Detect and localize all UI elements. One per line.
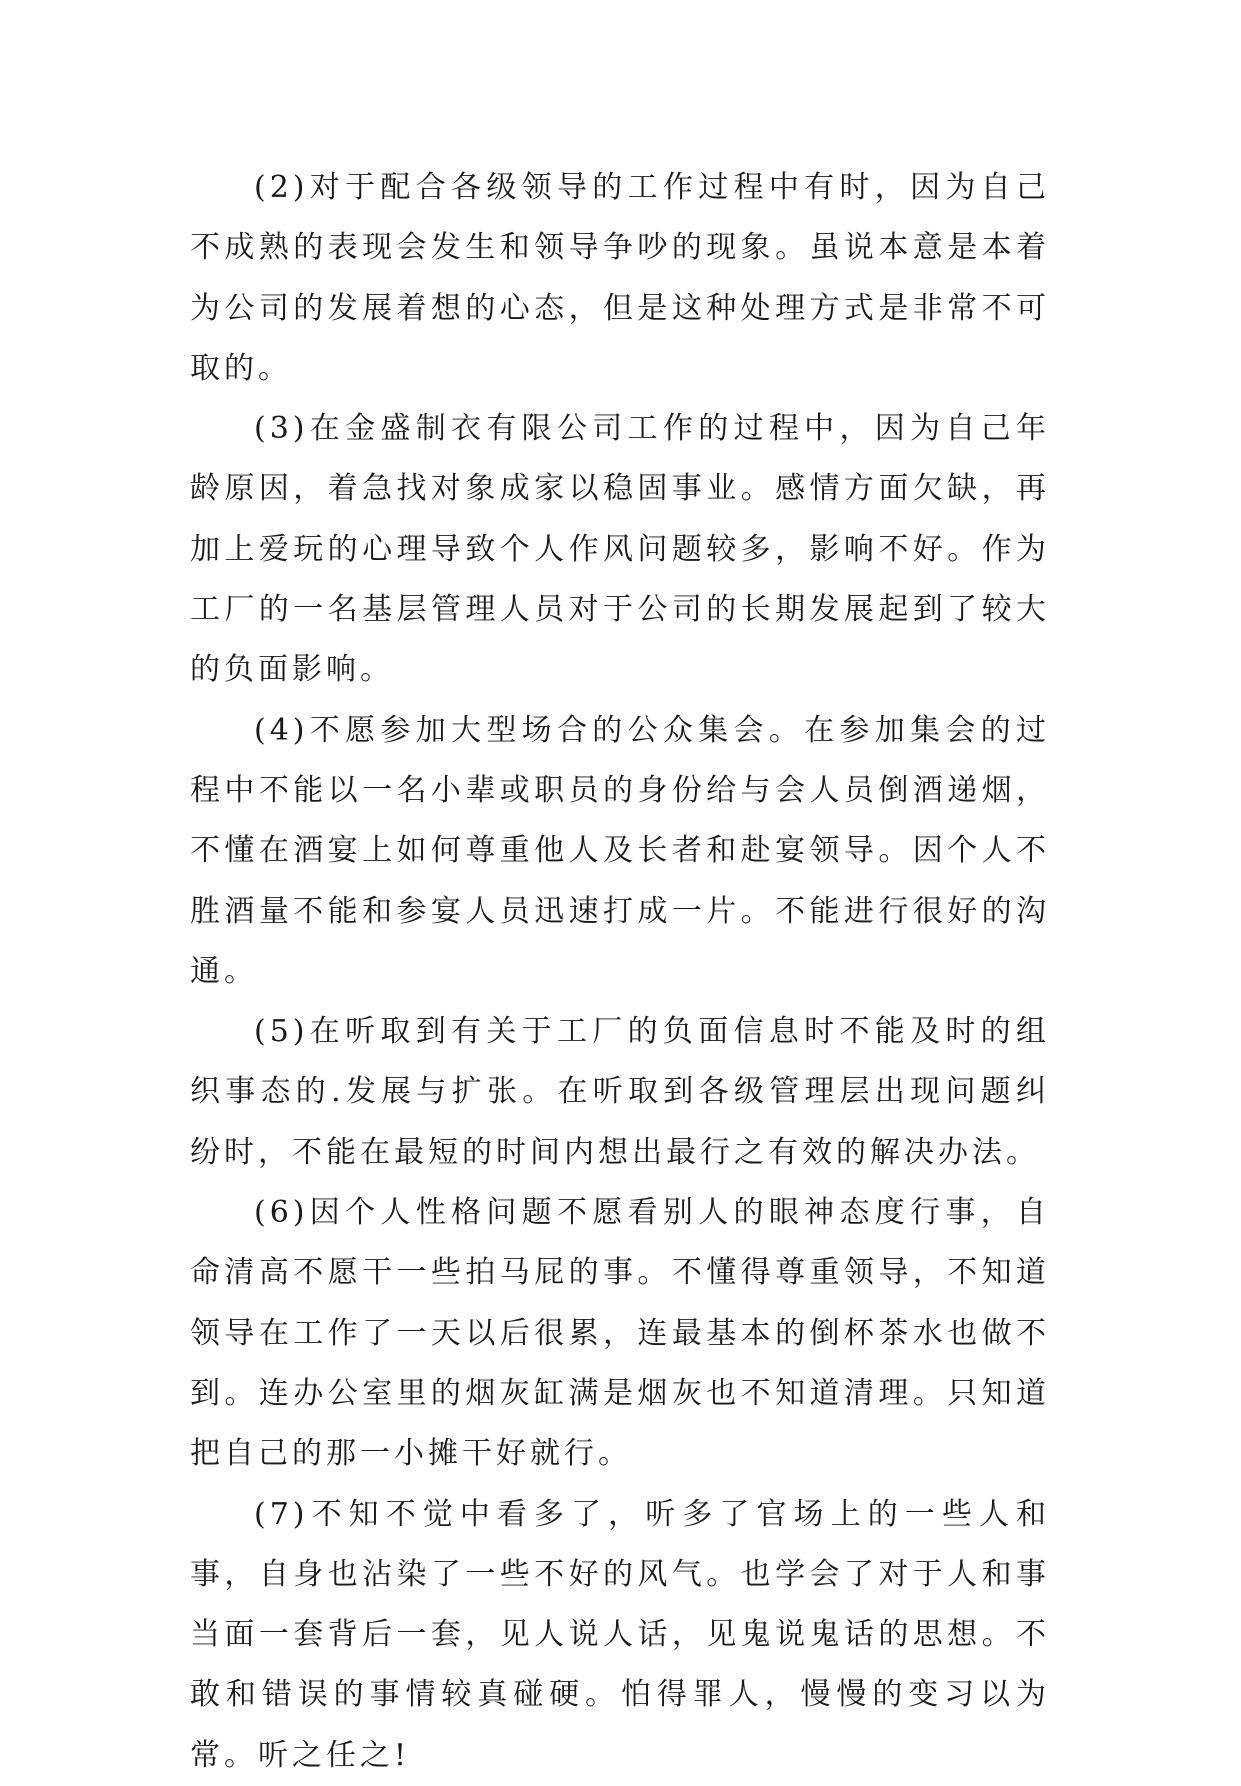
- paragraph-item-3: (3)在金盛制衣有限公司工作的过程中，因为自己年龄原因，着急找对象成家以稳固事业。感情方面欠缺，再加上爱玩的心理导致个人作风问题较多，影响不好。作为工厂的一名基层管理人员对于公司的长期发展起到了较大的负面影响。: [190, 411, 1050, 688]
- paragraph-item-5: (5)在听取到有关于工厂的负面信息时不能及时的组织事态的.发展与扩张。在听取到各级管理层出现问题纠纷时，不能在最短的时间内想出最行之有效的解决办法。: [190, 1014, 1050, 1170]
- paragraph-item-6: (6)因个人性格问题不愿看别人的眼神态度行事，自命清高不愿干一些拍马屁的事。不懂得尊重领导，不知道领导在工作了一天以后很累，连最基本的倒杯茶水也做不到。连办公室里的烟灰缸满是烟灰也不知道清理。只知道把自己的那一小摊干好就行。: [190, 1195, 1050, 1472]
- paragraph-item-7: (7)不知不觉中看多了，听多了官场上的一些人和事，自身也沾染了一些不好的风气。也学会了对于人和事当面一套背后一套，见人说人话，见鬼说鬼话的思想。不敢和错误的事情较真碰硬。怕得罪人，慢慢的变习以为常。听之任之!: [190, 1496, 1050, 1773]
- document-body: [190, 158, 1050, 1786]
- paragraph-item-2: (2)对于配合各级领导的工作过程中有时，因为自己不成熟的表现会发生和领导争吵的现象。虽说本意是本着为公司的发展着想的心态，但是这种处理方式是非常不可取的。: [190, 170, 1050, 386]
- paragraph-item-4: (4)不愿参加大型场合的公众集会。在参加集会的过程中不能以一名小辈或职员的身份给与会人员倒酒递烟，不懂在酒宴上如何尊重他人及长者和赴宴领导。因个人不胜酒量不能和参宴人员迅速打成一片。不能进行很好的沟通。: [190, 712, 1050, 989]
